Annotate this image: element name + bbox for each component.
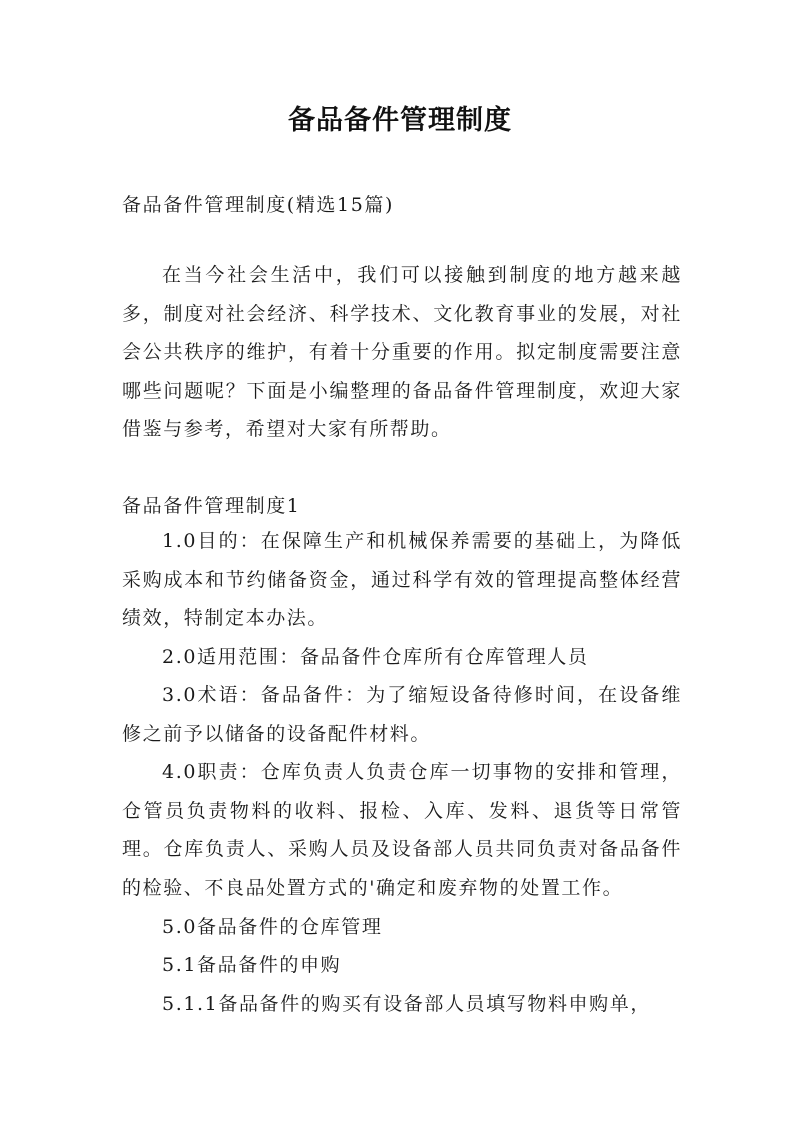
intro-paragraph: 在当今社会生活中，我们可以接触到制度的地方越来越多，制度对社会经济、科学技术、文化教育事业的发展，对社会公共秩序的维护，有着十分重要的作用。拟定制度需要注意哪些问题呢？下面是小编整理的备品备件管理制度，欢迎大家借鉴与参考，希望对大家有所帮助。	[122, 264, 682, 441]
paragraph-warehouse-management: 5.0备品备件的仓库管理	[162, 916, 383, 938]
document-title: 备品备件管理制度	[288, 105, 512, 136]
section-heading: 备品备件管理制度1	[122, 495, 301, 517]
paragraph-purchase-request: 5.1备品备件的申购	[162, 954, 342, 976]
paragraph-purpose: 1.0目的：在保障生产和机械保养需要的基础上，为降低采购成本和节约储备资金，通过科学有效的管理提高整体经营绩效，特制定本办法。	[122, 530, 682, 630]
document-subtitle: 备品备件管理制度(精选15篇)	[122, 194, 395, 216]
paragraph-responsibilities: 4.0职责：仓库负责人负责仓库一切事物的安排和管理，仓管员负责物料的收料、报检、入库、发料、退货等日常管理。仓库负责人、采购人员及设备部人员共同负责对备品备件的检验、不良品处置方式的'确定和废弃物的处置工作。	[122, 761, 682, 899]
paragraph-scope: 2.0适用范围：备品备件仓库所有仓库管理人员	[162, 646, 589, 668]
paragraph-purchase-detail: 5.1.1备品备件的购买有设备部人员填写物料申购单，	[162, 993, 651, 1015]
paragraph-terms: 3.0术语：备品备件：为了缩短设备待修时间，在设备维修之前予以储备的设备配件材料。	[122, 684, 682, 745]
